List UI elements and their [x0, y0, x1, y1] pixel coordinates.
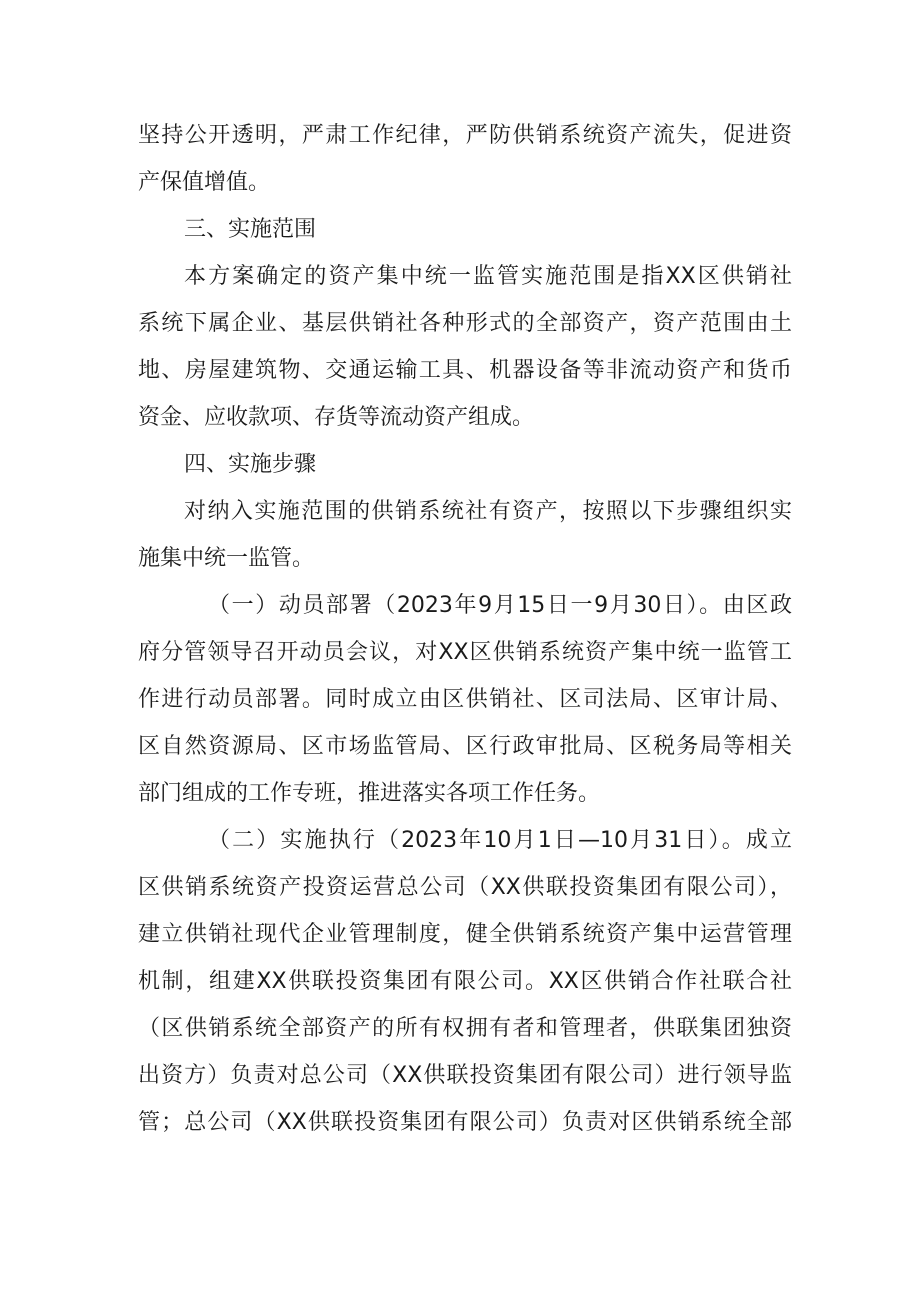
text-line: 管；总公司（XX供联投资集团有限公司）负责对区供销系统全部: [138, 1110, 792, 1135]
text-line: 地、房屋建筑物、交通运输工具、机器设备等非流动资产和货币: [138, 358, 792, 383]
text-line: （二）实施执行（2023年10月1日—10月31日）。成立: [208, 828, 792, 853]
text-line: 对纳入实施范围的供销系统社有资产，按照以下步骤组织实: [184, 499, 792, 524]
text-line: 产保值增值。: [138, 170, 271, 195]
text-line: 府分管领导召开动员会议，对XX区供销系统资产集中统一监管工: [138, 640, 792, 665]
text-line: 资金、应收款项、存货等流动资产组成。: [138, 405, 535, 430]
text-line: （一）动员部署（2023年9月15日一9月30日）。由区政: [208, 593, 792, 618]
text-line: 本方案确定的资产集中统一监管实施范围是指XX区供销社: [184, 264, 792, 289]
section-heading: 四、实施步骤: [184, 452, 317, 477]
text-line: 作进行动员部署。同时成立由区供销社、区司法局、区审计局、: [138, 687, 792, 712]
text-line: 出资方）负责对总公司（XX供联投资集团有限公司）进行领导监: [138, 1063, 792, 1088]
document-page: [138, 112, 792, 1146]
section-heading-scope: [138, 206, 792, 253]
paragraph-step-1: [138, 582, 792, 817]
text-line: 区供销系统资产投资运营总公司（XX供联投资集团有限公司），: [138, 875, 792, 900]
paragraph-p1: [138, 112, 792, 206]
paragraph-p2: [138, 253, 792, 441]
section-heading-steps: [138, 441, 792, 488]
text-line: 部门组成的工作专班，推进落实各项工作任务。: [138, 781, 601, 806]
paragraph-p3: [138, 488, 792, 582]
text-line: 建立供销社现代企业管理制度，健全供销系统资产集中运营管理: [138, 922, 792, 947]
text-line: 施集中统一监管。: [138, 546, 315, 571]
text-line: 区自然资源局、区市场监管局、区行政审批局、区税务局等相关: [138, 734, 792, 759]
text-line: 系统下属企业、基层供销社各种形式的全部资产，资产范围由土: [138, 311, 792, 336]
text-line: （区供销系统全部资产的所有权拥有者和管理者，供联集团独资: [138, 1016, 792, 1041]
paragraph-step-2: [138, 817, 792, 1146]
text-line: 坚持公开透明，严肃工作纪律，严防供销系统资产流失，促进资: [138, 123, 792, 148]
text-line: 机制，组建XX供联投资集团有限公司。XX区供销合作社联合社: [138, 969, 792, 994]
section-heading: 三、实施范围: [184, 217, 317, 242]
